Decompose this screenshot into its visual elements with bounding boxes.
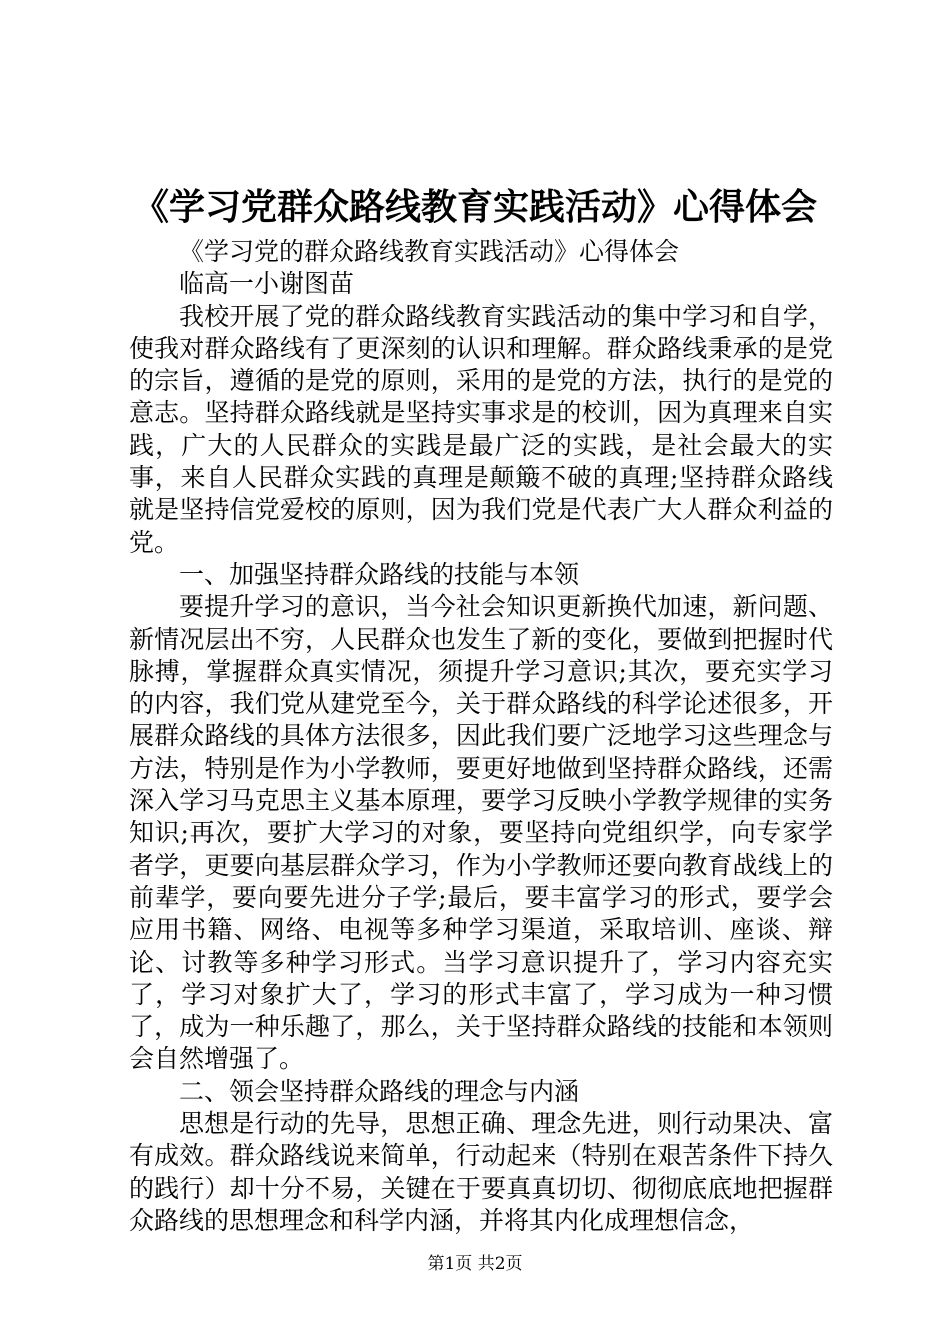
document-title: 《学习党群众路线教育实践活动》心得体会 [132, 186, 817, 228]
author-line: 临高一小谢图苗 [179, 269, 355, 299]
document-body [129, 236, 833, 1237]
intro-paragraph: 我校开展了党的群众路线教育实践活动的集中学习和自学，使我对群众路线有了更深刻的认识和理解。群众路线秉承的是党的宗旨，遵循的是党的原则，采用的是党的方法，执行的是党的意志。坚持群众路线就是坚持实事求是的校训，因为真理来自实践，广大的人民群众的实践是最广泛的实践，是社会最大的实事，来自人民群众实践的真理是颠簸不破的真理;坚持群众路线就是坚持信党爱校的原则，因为我们党是代表广大人群众利益的党。 [129, 301, 833, 557]
section-heading-2: 二、领会坚持群众路线的理念与内涵 [179, 1076, 580, 1106]
section-heading-1: 一、加强坚持群众路线的技能与本领 [179, 559, 580, 589]
section-2-paragraph: 思想是行动的先导，思想正确、理念先进，则行动果决、富有成效。群众路线说来简单，行动起来（特别在艰苦条件下持久的践行）却十分不易，关键在于要真真切切、彻彻底底地把握群众路线的思想理念和科学内涵，并将其内化成理想信念， [129, 1109, 833, 1235]
section-1-paragraph: 要提升学习的意识，当今社会知识更新换代加速，新问题、新情况层出不穷，人民群众也发生了新的变化，要做到把握时代脉搏，掌握群众真实情况，须提升学习意识;其次，要充实学习的内容，我们党从建党至今，关于群众路线的科学论述很多，开展群众路线的具体方法很多，因此我们要广泛地学习这些理念与方法，特别是作为小学教师，要更好地做到坚持群众路线，还需深入学习马克思主义基本原理，要学习反映小学教学规律的实务知识;再次，要扩大学习的对象，要坚持向党组织学，向专家学者学，更要向基层群众学习，作为小学教师还要向教育战线上的前辈学，要向要先进分子学;最后，要丰富学习的形式，要学会应用书籍、网络、电视等多种学习渠道，采取培训、座谈、辩论、讨教等多种学习形式。当学习意识提升了，学习内容充实了，学习对象扩大了，学习的形式丰富了，学习成为一种习惯了，成为一种乐趣了，那么，关于坚持群众路线的技能和本领则会自然增强了。 [129, 592, 833, 1074]
subtitle-paragraph: 《学习党的群众路线教育实践活动》心得体会 [179, 237, 680, 266]
page-footer: 第1页 共2页 [427, 1254, 523, 1274]
